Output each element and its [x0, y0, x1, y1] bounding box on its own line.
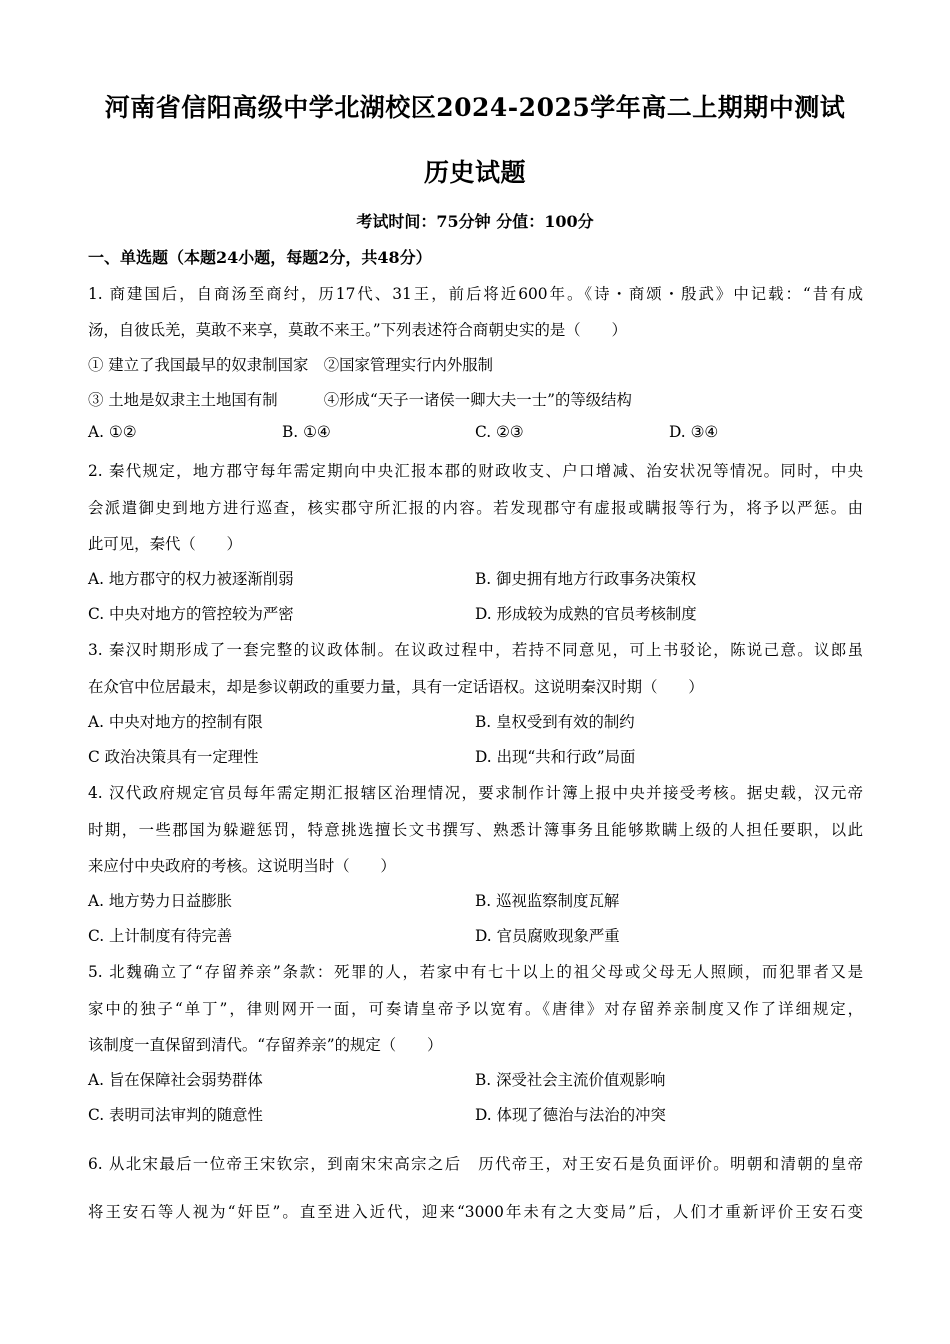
question-4-text: 4. 汉代政府规定官员每年需定期汇报辖区治理情况，要求制作计簿上报中央并接受考核。据史载，汉元帝 — [88, 784, 863, 802]
question-3-option-c[interactable]: C 政治决策具有一定理性 — [88, 748, 259, 766]
question-1-text: 汤，自彼氐羌，莫敢不来享，莫敢不来王。”下列表述符合商朝史实的是（ ） — [88, 321, 627, 339]
question-5-text: 家中的独子“单丁”，律则网开一面，可奏请皇帝予以宽宥。《唐律》对存留养亲制度又作了详细规定， — [88, 1000, 863, 1018]
question-5-option-a[interactable]: A. 旨在保障社会弱势群体 — [88, 1071, 263, 1089]
question-5-text: 该制度一直保留到清代。“存留养亲”的规定（ ） — [88, 1036, 443, 1054]
question-1-statement: ③ 土地是奴隶主土地国有制 ④形成“天子一诸侯一卿大夫一士”的等级结构 — [88, 391, 632, 409]
question-1-option-d[interactable]: D. ③④ — [669, 423, 719, 441]
question-2-text: 此可见，秦代（ ） — [88, 535, 242, 553]
question-4-option-c[interactable]: C. 上计制度有待完善 — [88, 927, 233, 945]
question-1-option-c[interactable]: C. ②③ — [475, 423, 524, 441]
question-3-option-d[interactable]: D. 出现“共和行政”局面 — [475, 748, 636, 766]
question-4-text: 来应付中央政府的考核。这说明当时（ ） — [88, 857, 396, 875]
question-6-text: 将王安石等人视为“奸臣”。直至进入近代，迎来“3000年未有之大变局”后，人们才重新评价王安石变 — [88, 1203, 863, 1221]
question-1-statement: ① 建立了我国最早的奴隶制国家 ②国家管理实行内外服制 — [88, 356, 494, 374]
question-2-text: 2. 秦代规定，地方郡守每年需定期向中央汇报本郡的财政收支、户口增减、治安状况等情况。同时，中央 — [88, 462, 863, 480]
question-5-option-c[interactable]: C. 表明司法审判的随意性 — [88, 1106, 263, 1124]
question-5-text: 5. 北魏确立了“存留养亲”条款：死罪的人，若家中有七十以上的祖父母或父母无人照顾，而犯罪者又是 — [88, 963, 863, 981]
question-4-text: 时期，一些郡国为躲避惩罚，特意挑选擅长文书撰写、熟悉计簿事务且能够欺瞒上级的人担任要职，以此 — [88, 821, 863, 839]
exam-subject-title: 历史试题 — [423, 158, 526, 187]
question-1-option-a[interactable]: A. ①② — [88, 423, 137, 441]
question-4-option-a[interactable]: A. 地方势力日益膨胀 — [88, 892, 233, 910]
question-3-option-b[interactable]: B. 皇权受到有效的制约 — [475, 713, 635, 731]
section-heading: 一、单选题（本题24小题，每题2分，共48分） — [88, 248, 432, 267]
question-2-option-a[interactable]: A. 地方郡守的权力被逐渐削弱 — [88, 570, 294, 588]
question-3-option-a[interactable]: A. 中央对地方的控制有限 — [88, 713, 263, 731]
question-5-option-d[interactable]: D. 体现了德治与法治的冲突 — [475, 1106, 666, 1124]
question-1-text: 1. 商建国后，自商汤至商纣，历17代、31王，前后将近600年。《诗・商颂・殷武》中记载：“昔有成 — [88, 285, 863, 303]
question-3-text: 在众官中位居最末，却是参议朝政的重要力量，具有一定话语权。这说明秦汉时期（ ） — [88, 678, 704, 696]
exam-info: 考试时间：75分钟 分值：100分 — [356, 212, 594, 231]
question-4-option-d[interactable]: D. 官员腐败现象严重 — [475, 927, 620, 945]
question-2-option-c[interactable]: C. 中央对地方的管控较为严密 — [88, 605, 294, 623]
question-2-option-d[interactable]: D. 形成较为成熟的官员考核制度 — [475, 605, 697, 623]
question-2-text: 会派遣御史到地方进行巡查，核实郡守所汇报的内容。若发现郡守有虚报或瞒报等行为，将予以严惩。由 — [88, 499, 863, 517]
question-3-text: 3. 秦汉时期形成了一套完整的议政体制。在议政过程中，若持不同意见，可上书驳论，陈说己意。议郎虽 — [88, 641, 863, 659]
question-2-option-b[interactable]: B. 御史拥有地方行政事务决策权 — [475, 570, 697, 588]
question-5-option-b[interactable]: B. 深受社会主流价值观影响 — [475, 1071, 666, 1089]
question-6-text: 6. 从北宋最后一位帝王宋钦宗，到南宋宋高宗之后 历代帝王，对王安石是负面评价。明朝和清朝的皇帝 — [88, 1155, 863, 1173]
question-4-option-b[interactable]: B. 巡视监察制度瓦解 — [475, 892, 620, 910]
question-1-option-b[interactable]: B. ①④ — [282, 423, 331, 441]
exam-title: 河南省信阳高级中学北湖校区2024-2025学年高二上期期中测试 — [104, 93, 846, 122]
